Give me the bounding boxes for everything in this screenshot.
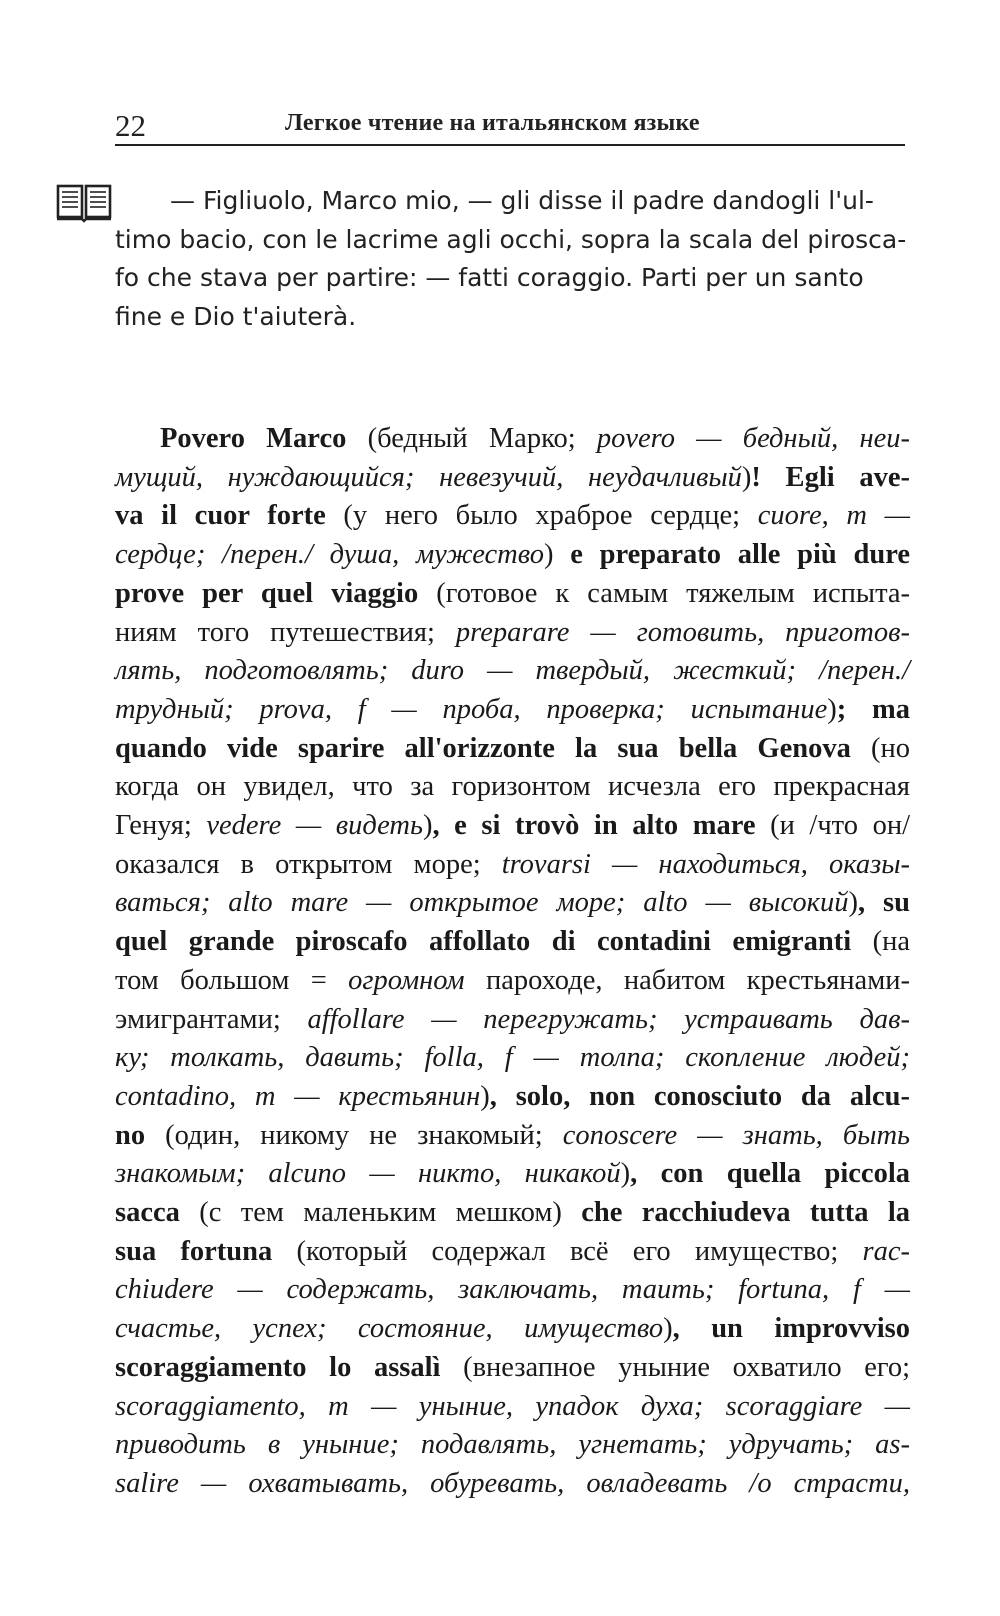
vocabulary-note: мущий, нуждающийся; невезучий, неудачливый xyxy=(115,461,742,493)
vocabulary-note: сердце; /перен./ душа, мужество xyxy=(115,539,544,571)
italian-phrase: , e si trovò in alto mare xyxy=(432,810,756,842)
translation-text: пароходе, набитом крестьянами- xyxy=(464,964,910,996)
translation-text: эмигрантами; xyxy=(115,1003,308,1035)
commentary-line xyxy=(115,1117,910,1156)
commentary-line xyxy=(115,923,910,962)
vocabulary-note: ку; толкать, давить; folla, f — толпа; скопление людей; xyxy=(115,1042,910,1074)
vocabulary-note: приводить в уныние; подавлять, угнетать; удручать; as- xyxy=(115,1429,910,1461)
commentary-line xyxy=(115,575,910,614)
italian-phrase: Povero Marco xyxy=(160,423,347,454)
commentary-line xyxy=(115,884,910,923)
italian-phrase: no xyxy=(115,1119,146,1151)
italian-phrase: , un improvviso xyxy=(672,1313,910,1345)
translation-text: (и /что он/ xyxy=(755,810,911,842)
translation-text: ) xyxy=(827,693,837,725)
vocabulary-note: cuore, m — xyxy=(757,500,910,532)
italian-phrase: , con quella piccola xyxy=(630,1158,910,1190)
quote-line: fine e Dio t'aiuterà. xyxy=(115,301,357,331)
page-header xyxy=(115,104,905,146)
translation-text: (внезапное уныние охватило его; xyxy=(440,1351,910,1383)
vocabulary-note: vedere — видеть xyxy=(206,810,423,842)
commentary-line xyxy=(115,1001,910,1040)
vocabulary-note: salire — охватывать, обуревать, овладевать /о страсти, xyxy=(115,1467,910,1499)
commentary-line xyxy=(115,1426,910,1465)
italian-phrase: va il cuor forte xyxy=(115,500,326,532)
italian-phrase: prove per quel viaggio xyxy=(115,577,419,609)
commentary-line xyxy=(115,1271,910,1310)
quote-line: timo bacio, con le lacrime agli occhi, sopra la scala del pirosca- xyxy=(115,224,907,254)
commentary-line xyxy=(115,420,910,459)
commentary-line xyxy=(115,1388,910,1427)
commentary-line xyxy=(115,1194,910,1233)
commentary-line xyxy=(115,846,910,885)
translation-text: (один, никому не знакомый; xyxy=(145,1119,563,1151)
commentary-line xyxy=(115,459,910,498)
italian-phrase: quando vide sparire all'orizzonte la sua bella Genova xyxy=(115,732,851,764)
vocabulary-note: trovarsi — находиться, оказы- xyxy=(501,848,910,880)
commentary-line xyxy=(115,1039,910,1078)
vocabulary-note: лять, подготовлять; duro — твердый, жесткий; /перен./ xyxy=(115,655,910,687)
vocabulary-note: scoraggiamento, m — уныние, упадок духа; scoraggiare — xyxy=(115,1390,910,1422)
italian-phrase: che racchiudeva tutta la xyxy=(581,1197,910,1229)
italian-phrase: ; ma xyxy=(836,693,910,725)
vocabulary-note: огромном xyxy=(348,964,465,996)
open-book-icon xyxy=(56,183,112,223)
translation-text: (на xyxy=(851,926,910,958)
commentary-line xyxy=(115,807,910,846)
translation-text: ) xyxy=(544,539,571,571)
translation-text: Генуя; xyxy=(115,810,207,842)
translation-text: ) xyxy=(848,887,858,919)
commentary-line xyxy=(115,652,910,691)
commentary-line xyxy=(115,1310,910,1349)
commentary-line xyxy=(115,614,910,653)
vocabulary-note: rac- xyxy=(862,1235,910,1267)
translation-text: (у него было храброе сердце; xyxy=(325,500,758,532)
vocabulary-note: знакомым; alcuno — никто, никакой xyxy=(115,1158,621,1190)
italian-phrase: ! Egli ave- xyxy=(751,461,910,493)
vocabulary-note: povero — бедный, неи- xyxy=(596,423,910,454)
translation-text: (готовое к самым тяжелым испыта- xyxy=(418,577,911,609)
vocabulary-note: трудный; prova, f — проба, проверка; испытание xyxy=(115,693,828,725)
translation-text: когда он увидел, что за горизонтом исчезла его прекрасная xyxy=(115,771,910,803)
vocabulary-note: contadino, m — крестьянин xyxy=(115,1080,481,1112)
italian-phrase: e preparato alle più dure xyxy=(570,539,910,571)
translation-text: оказался в открытом море; xyxy=(115,848,502,880)
quote-passage xyxy=(115,182,910,336)
commentary-line xyxy=(115,1155,910,1194)
commentary-line xyxy=(115,691,910,730)
translation-text: ) xyxy=(741,461,752,493)
vocabulary-note: preparare — готовить, приготов- xyxy=(455,616,910,648)
translation-text: ) xyxy=(422,810,433,842)
commentary-line xyxy=(115,1078,910,1117)
vocabulary-note: affollare — перегружать; устраивать дав- xyxy=(307,1003,910,1035)
commentary-line xyxy=(115,497,910,536)
commentary-line xyxy=(115,962,910,1001)
commentary-line xyxy=(115,730,910,769)
translation-text: (с тем маленьким мешком) xyxy=(179,1197,582,1229)
italian-phrase: scoraggiamento lo assalì xyxy=(115,1351,441,1383)
commentary-passage xyxy=(115,420,910,1504)
translation-text: том большом = xyxy=(115,964,349,996)
translation-text: (бедный Марко; xyxy=(346,423,597,454)
commentary-line xyxy=(115,768,910,807)
translation-text: ) xyxy=(480,1080,490,1112)
italian-phrase: quel grande piroscafo affollato di contadini emigranti xyxy=(115,926,852,958)
quote-line: — Figliuolo, Marco mio, — gli disse il padre dandogli l'ul- xyxy=(170,186,874,215)
commentary-line xyxy=(115,1349,910,1388)
italian-phrase: sacca xyxy=(115,1197,180,1229)
translation-text: ниям того путешествия; xyxy=(115,616,456,648)
italian-phrase: , su xyxy=(857,887,910,919)
commentary-line xyxy=(115,536,910,575)
vocabulary-note: conoscere — знать, быть xyxy=(562,1119,911,1151)
italian-phrase: , solo, non conosciuto da alcu- xyxy=(489,1080,910,1112)
quote-line: fo che stava per partire: — fatti coraggio. Parti per un santo xyxy=(115,263,864,292)
translation-text: ) xyxy=(620,1158,631,1190)
translation-text: ) xyxy=(663,1313,673,1345)
vocabulary-note: ваться; alto mare — открытое море; alto — высокий xyxy=(115,887,849,919)
vocabulary-note: счастье, успех; состояние, имущество xyxy=(115,1313,664,1345)
commentary-line xyxy=(115,1465,910,1504)
italian-phrase: sua fortuna xyxy=(115,1235,273,1267)
translation-text: (который содержал всё его имущество; xyxy=(272,1235,863,1267)
translation-text: (но xyxy=(850,732,910,764)
running-title: Легкое чтение на итальянском языке xyxy=(285,110,700,136)
page-number: 22 xyxy=(115,108,146,143)
commentary-line xyxy=(115,1233,910,1272)
vocabulary-note: chiudere — содержать, заключать, таить; fortuna, f — xyxy=(115,1274,910,1306)
